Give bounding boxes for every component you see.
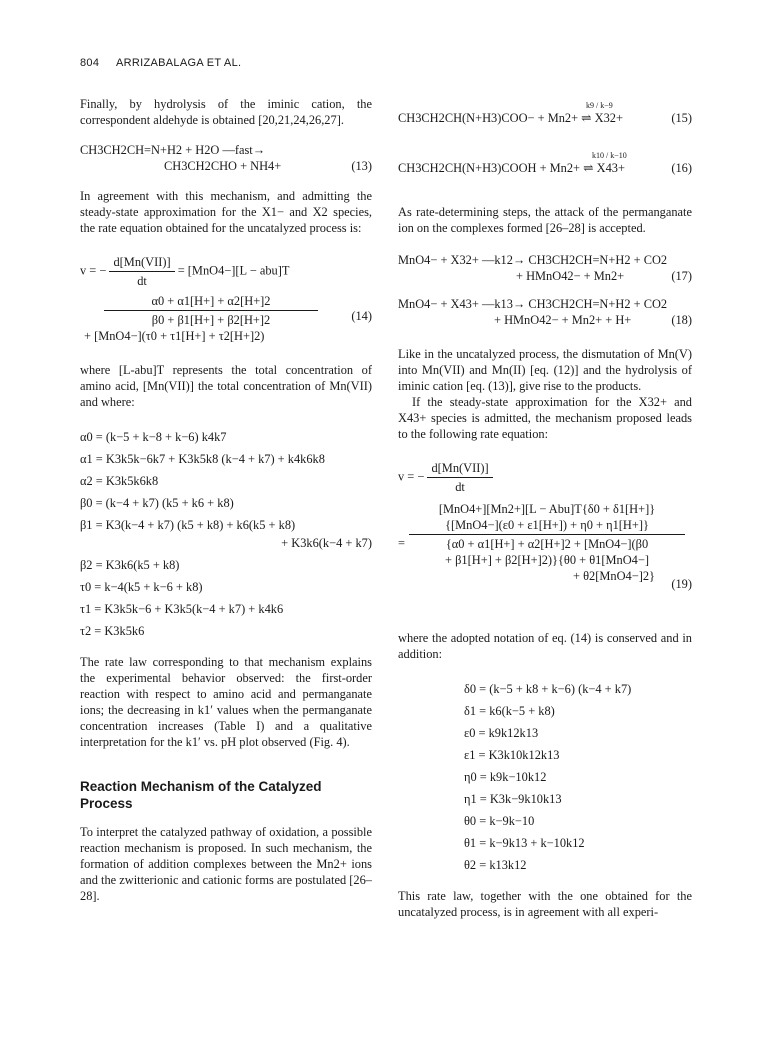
numerator-line: {[MnO4−](ε0 + ε1[H+]) + η0 + η1[H+]} [445, 518, 649, 532]
equation-number: (13) [351, 159, 372, 173]
equation-16 [398, 151, 692, 184]
denominator-line: + β1[H+] + β2[H+]2)}{θ0 + θ1[MnO4−] [445, 553, 649, 567]
equation-number: (17) [671, 269, 692, 283]
running-header [80, 57, 241, 69]
definition: τ1 = K3k5k−6 + K3k5(k−4 + k7) + k4k6 [80, 602, 284, 616]
fraction-numerator: d[Mn(VII)] [109, 254, 174, 272]
equation-line: MnO4− + X43+ —k13→ CH3CH2CH=N+H2 + CO2 [398, 297, 668, 311]
equation-body: CH3CH2CH(N+H3)COO− + Mn2+ ⇌ X32+ [398, 111, 623, 125]
definition: α1 = K3k5k−6k7 + K3k5k8 (k−4 + k7) + k4k6k8 [80, 452, 325, 466]
right-column [398, 96, 692, 920]
equation-line: + HMnO42− + Mn2+ + H+ [494, 313, 632, 327]
paragraph: Finally, by hydrolysis of the iminic cation, the correspondent aldehyde is obtained [20,21,24,26,27]. [80, 97, 372, 127]
definition: τ0 = k−4(k5 + k−6 + k8) [80, 580, 203, 594]
definition: α2 = K3k5k6k8 [80, 474, 159, 488]
fraction-numerator: α0 + α1[H+] + α2[H+]2 [104, 293, 318, 311]
definition: δ0 = (k−5 + k8 + k−6) (k−4 + k7) [464, 682, 632, 696]
equation-lhs: v = − [80, 263, 107, 278]
paragraph: The rate law corresponding to that mechanism explains the experimental behavior observed: the first-order reaction with respect to amino acid and permanganate ions; the decreasing in k1′ values when the permanganate concentration increases (Table I) and a qualitative interpretation for the k1′ vs. pH plot observed (Fig. 4). [80, 655, 372, 749]
rate-constants: k9 / k−9 [586, 101, 613, 110]
rate-fraction [104, 293, 318, 328]
definition: δ1 = k6(k−5 + k8) [464, 704, 555, 718]
definition-list [398, 678, 692, 876]
equation-lhs: v = − [398, 469, 425, 484]
definition: θ0 = k−9k−10 [464, 814, 535, 828]
paragraph: If the steady-state approximation for the X32+ and X43+ species is admitted, the mechanism proposed leads to the following rate equation: [398, 395, 692, 441]
fraction-denominator: dt [455, 480, 465, 494]
definition: β2 = K3k6(k5 + k8) [80, 558, 180, 572]
fraction-numerator [409, 501, 685, 535]
denominator-line: {α0 + α1[H+] + α2[H+]2 + [MnO4−](β0 [445, 537, 649, 551]
fraction-denominator [409, 535, 685, 584]
fraction-denominator: dt [137, 274, 147, 288]
equation-19: v = − $\frac{\text{d[Mn(VII)]}}{dt}$ = [MnO4+][Mn2+][L − Abu]T{δ0 + δ1[H+]} {[MnO4−](ε0 + ε1[H+]) + η0 + η1[H+]} {α0 + α1[H+] + α2[H+]2 + [MnO4−](β0 + β1[H+] + β2[H+]2)}{θ0 + θ1[MnO4−] + θ2[MnO4−]2} (19) [398, 461, 692, 591]
paragraph: Like in the uncatalyzed process, the dismutation of Mn(V) into Mn(VII) and Mn(II) [eq. (12)] and the hydrolysis of iminic cation [eq. (13)], give rise to the products. [398, 347, 692, 393]
definition: η1 = K3k−9k10k13 [464, 792, 562, 806]
definition-continuation: + K3k6(k−4 + k7) [281, 536, 372, 550]
left-column [80, 96, 372, 904]
derivative-fraction [109, 254, 174, 289]
equation-rhs: = [MnO4−][L − abu]T [177, 263, 290, 278]
equation-18 [398, 296, 692, 330]
equation-15 [398, 101, 692, 134]
definition: ε1 = K3k10k12k13 [464, 748, 560, 762]
equation-13 [80, 142, 372, 178]
rate-constants: k10 / k−10 [592, 151, 627, 160]
running-title: ARRIZABALAGA ET AL. [116, 57, 242, 69]
equation-17 [398, 252, 692, 286]
definition: α0 = (k−5 + k−8 + k−6) k4k7 [80, 430, 227, 444]
definition: β1 = K3(k−4 + k7) (k5 + k8) + k6(k5 + k8) [80, 518, 296, 532]
paragraph: where the adopted notation of eq. (14) is conserved and in addition: [398, 631, 692, 661]
paragraph: This rate law, together with the one obtained for the uncatalyzed process, is in agreement with all experi- [398, 889, 692, 919]
equation-line: + [MnO4−](τ0 + τ1[H+] + τ2[H+]2) [84, 329, 265, 343]
denominator-line: + θ2[MnO4−]2} [573, 569, 655, 583]
definition: θ2 = k13k12 [464, 858, 527, 872]
equation-number: (15) [671, 111, 692, 125]
definition: θ1 = k−9k13 + k−10k12 [464, 836, 585, 850]
equation-14 [80, 254, 372, 352]
equation-number: (18) [671, 313, 692, 327]
definition-list [80, 426, 372, 642]
rate-fraction [409, 501, 685, 584]
equation-number: (19) [671, 577, 692, 591]
page-number: 804 [80, 57, 100, 69]
equation-line: CH3CH2CH=N+H2 + H2O —fast→ [80, 143, 266, 157]
definition: ε0 = k9k12k13 [464, 726, 539, 740]
equation-number: (16) [671, 161, 692, 175]
fraction-numerator: d[Mn(VII)] [427, 460, 492, 478]
definition: η0 = k9k−10k12 [464, 770, 547, 784]
paragraph: As rate-determining steps, the attack of the permanganate ion on the complexes formed [26–28] is accepted. [398, 205, 692, 235]
definition: β0 = (k−4 + k7) (k5 + k6 + k8) [80, 496, 234, 510]
fraction-denominator: β0 + β1[H+] + β2[H+]2 [151, 313, 271, 327]
definition: τ2 = K3k5k6 [80, 624, 145, 638]
equation-line: + HMnO42− + Mn2+ [516, 269, 625, 283]
paragraph: where [L-abu]T represents the total concentration of amino acid, [Mn(VII)] the total concentration of Mn(VII) and where: [80, 363, 372, 409]
equation-body: CH3CH2CH(N+H3)COOH + Mn2+ ⇌ X43+ [398, 161, 625, 175]
equation-line: MnO4− + X32+ —k12→ CH3CH2CH=N+H2 + CO2 [398, 253, 668, 267]
derivative-fraction [427, 460, 492, 495]
section-heading: Reaction Mechanism of the Catalyzed Process [80, 779, 322, 811]
equation-line: CH3CH2CHO + NH4+ [164, 159, 282, 173]
paragraph: To interpret the catalyzed pathway of oxidation, a possible reaction mechanism is proposed. In such mechanism, the formation of addition complexes between the Mn2+ ions and the zwitterionic and cationic forms are postulated [26–28]. [80, 825, 372, 903]
numerator-line: [MnO4+][Mn2+][L − Abu]T{δ0 + δ1[H+]} [438, 502, 656, 516]
paragraph: In agreement with this mechanism, and admitting the steady-state approximation for the X1− and X2 species, the rate equation obtained for the uncatalyzed process is: [80, 189, 372, 235]
equation-number: (14) [351, 309, 372, 323]
